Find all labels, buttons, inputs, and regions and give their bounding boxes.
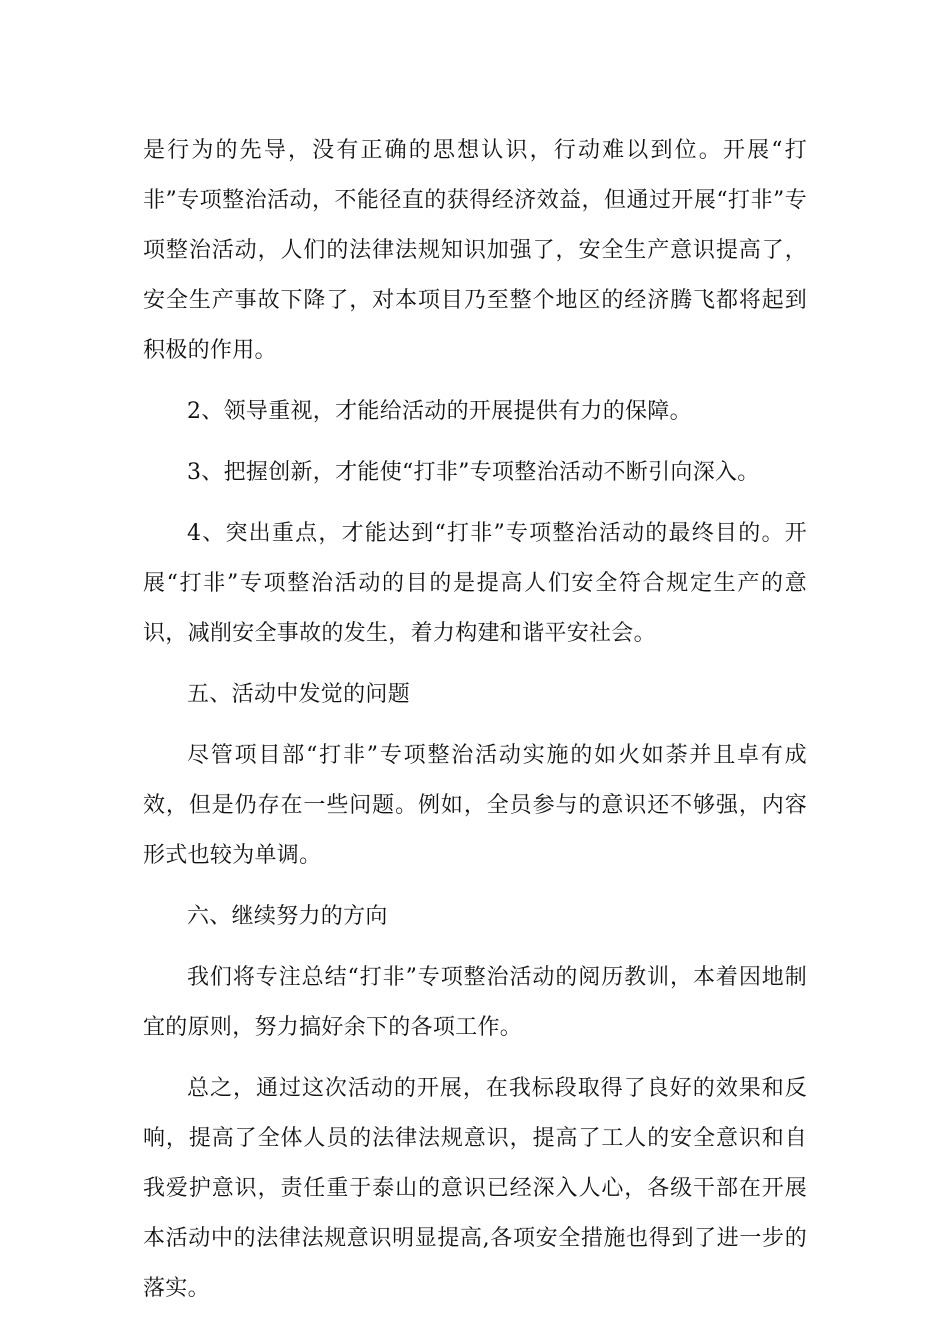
paragraph-point-4: 4、突出重点，才能达到“打非”专项整治活动的最终目的。开展“打非”专项整治活动的目的是提高人们安全符合规定生产的意识，减削安全事故的发生，着力构建和谐平安社会。 [143, 521, 807, 646]
paragraph-conclusion: 总之，通过这次活动的开展，在我标段取得了良好的效果和反响，提高了全体人员的法律法规意识，提高了工人的安全意识和自我爱护意识，责任重于泰山的意识已经深入人心，各级干部在开展本活动中的法律法规意识明显提高,各项安全措施也得到了进一步的落实。 [143, 1076, 807, 1301]
paragraph-problems: 尽管项目部“打非”专项整治活动实施的如火如荼并且卓有成效，但是仍存在一些问题。例如，全员参与的意识还不够强，内容形式也较为单调。 [143, 743, 807, 868]
paragraph-point-3: 3、把握创新，才能使“打非”专项整治活动不断引向深入。 [187, 460, 760, 485]
section-heading-6: 六、继续努力的方向 [187, 904, 388, 929]
paragraph-direction: 我们将专注总结“打非”专项整治活动的阅历教训，本着因地制宜的原则，努力搞好余下的各项工作。 [143, 965, 807, 1040]
section-heading-5: 五、活动中发觉的问题 [187, 682, 411, 707]
paragraph-point-2: 2、领导重视，才能给活动的开展提供有力的保障。 [187, 399, 692, 424]
document-page [143, 126, 807, 1325]
paragraph-continuation: 是行为的先导，没有正确的思想认识，行动难以到位。开展“打非”专项整治活动，不能径直的获得经济效益，但通过开展“打非”专项整治活动，人们的法律法规知识加强了，安全生产意识提高了，安全生产事故下降了，对本项目乃至整个地区的经济腾飞都将起到积极的作用。 [143, 138, 807, 363]
